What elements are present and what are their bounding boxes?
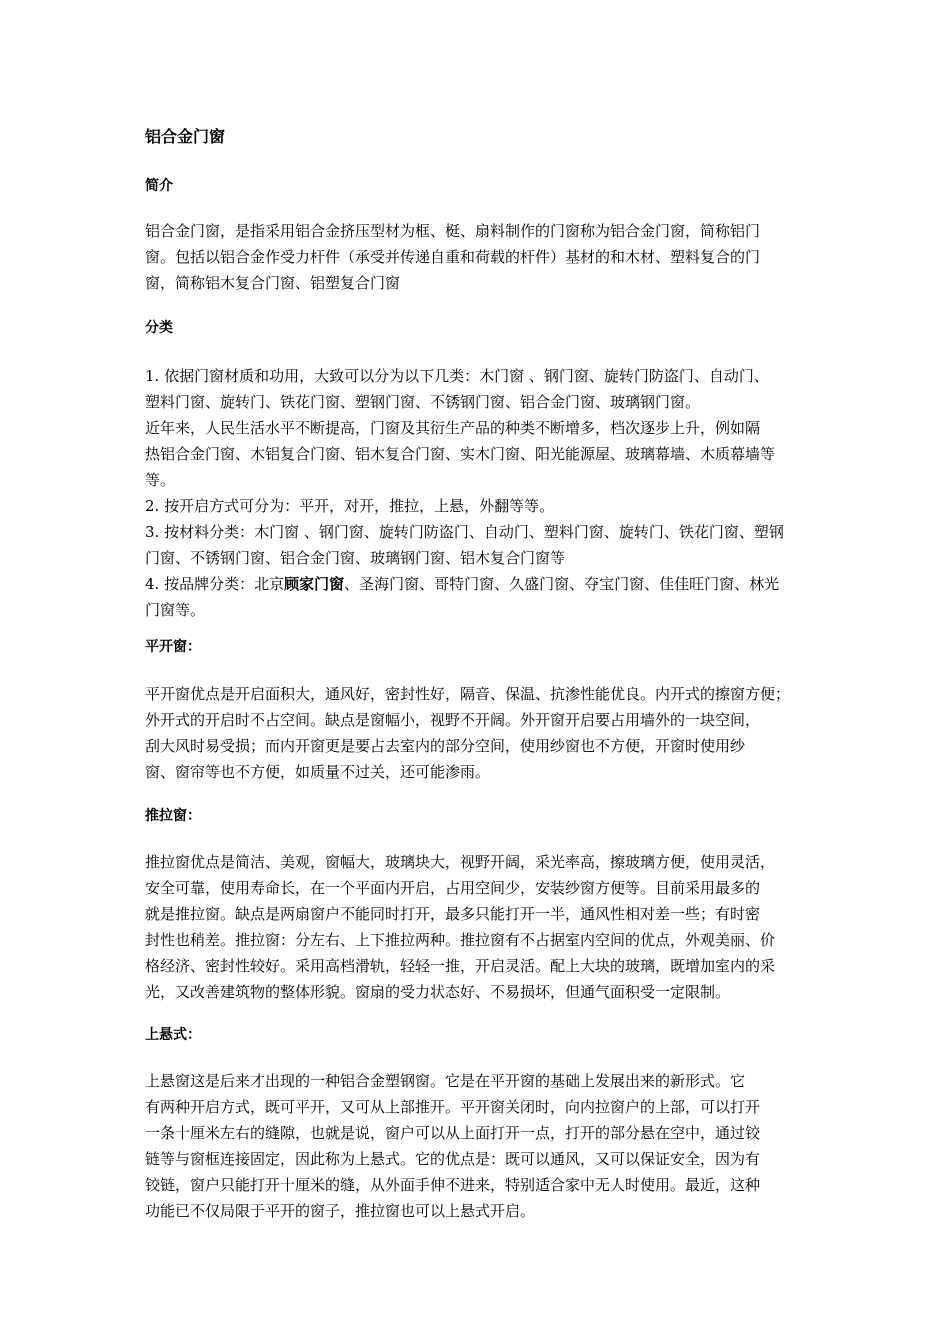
text-line: 2. 按开启方式可分为：平开，对开，推拉，上悬，外翻等等。 [145,497,555,515]
top-hung-heading: 上悬式： [145,1027,201,1043]
text-line: 刮大风时易受损；而内开窗更是要占去室内的部分空间，使用纱窗也不方便，开窗时使用纱 [145,737,746,755]
text-line: 热铝合金门窗、木铝复合门窗、铝木复合门窗、实木门窗、阳光能源屋、玻璃幕墙、木质幕墙等 [145,445,776,463]
intro-heading: 简介 [145,178,173,194]
text-line: 上悬窗这是后来才出现的一种铝合金塑钢窗。它是在平开窗的基础上发展出来的新形式。它 [145,1072,746,1090]
text-line: 等。 [145,471,176,489]
text-line: 链等与窗框连接固定，因此称为上悬式。它的优点是：既可以通风，又可以保证安全，因为有 [145,1150,761,1168]
text-line: 一条十厘米左右的缝隙，也就是说，窗户可以从上面打开一点，打开的部分悬在空中，通过铰 [145,1124,761,1142]
sliding-paragraph [145,849,810,1005]
text-line: 推拉窗优点是简洁、美观，窗幅大，玻璃块大，视野开阔，采光率高，擦玻璃方便，使用灵活， [145,853,776,871]
document-title: 铝合金门窗 [145,127,226,146]
casement-heading: 平开窗： [145,639,201,655]
text-line: 光，又改善建筑物的整体形貌。窗扇的受力状态好、不易损坏，但通气面积受一定限制。 [145,983,731,1001]
text-line: 封性也稍差。推拉窗：分左右、上下推拉两种。推拉窗有不占据室内空间的优点，外观美丽、价 [145,931,776,949]
classification-heading: 分类 [145,320,173,336]
text-line: 近年来，人民生活水平不断提高，门窗及其衍生产品的种类不断增多，档次逐步上升，例如隔 [145,419,761,437]
intro-paragraph [145,218,810,296]
text-line: 有两种开启方式，既可平开，又可从上部推开。平开窗关闭时，向内拉窗户的上部，可以打开 [145,1098,761,1116]
casement-paragraph [145,681,810,785]
text-line: 窗、窗帘等也不方便，如质量不过关，还可能渗雨。 [145,763,491,781]
text-line: 1. 依据门窗材质和功用，大致可以分为以下几类：木门窗 、钢门窗、旋转门防盗门、自动门、 [145,367,769,385]
text-line: 铝合金门窗，是指采用铝合金挤压型材为框、梃、扇料制作的门窗称为铝合金门窗，简称铝门 [145,222,761,240]
sliding-heading: 推拉窗： [145,808,201,824]
text-line: 就是推拉窗。缺点是两扇窗户不能同时打开，最多只能打开一半，通风性相对差一些；有时密 [145,905,761,923]
text-line: 窗，简称铝木复合门窗、铝塑复合门窗 [145,274,401,292]
text-line: 铰链，窗户只能打开十厘米的缝，从外面手伸不进来，特别适合家中无人时使用。最近，这种 [145,1176,761,1194]
brand-line [145,571,810,597]
text-line: 门窗等。 [145,601,206,619]
text-line: 外开式的开启时不占空间。缺点是窗幅小，视野不开阔。外开窗开启要占用墙外的一块空间， [145,711,761,729]
top-hung-paragraph [145,1068,810,1224]
text-line: 格经济、密封性较好。采用高档滑轨，轻轻一推，开启灵活。配上大块的玻璃，既增加室内的采 [145,957,776,975]
brand-name-highlight: 顾家门窗 [284,575,345,593]
text-line: 塑料门窗、旋转门、铁花门窗、塑钢门窗、不锈钢门窗、铝合金门窗、玻璃钢门窗。 [145,393,701,411]
text-line: 功能已不仅局限于平开的窗子，推拉窗也可以上悬式开启。 [145,1202,536,1220]
text-line: 3. 按材料分类：木门窗 、钢门窗、旋转门防盗门、自动门、塑料门窗、旋转门、铁花门窗、塑钢 [145,523,784,541]
text-line: 安全可靠，使用寿命长，在一个平面内开启，占用空间少，安装纱窗方便等。目前采用最多的 [145,879,761,897]
text-line: 门窗、不锈钢门窗、铝合金门窗、玻璃钢门窗、铝木复合门窗等 [145,549,566,567]
classification-paragraph [145,363,810,623]
brand-line-suffix: 、圣海门窗、哥特门窗、久盛门窗、夺宝门窗、佳佳旺门窗、林光 [344,575,780,593]
text-line: 窗。包括以铝合金作受力杆件（承受并传递自重和荷载的杆件）基材的和木材、塑料复合的门 [145,248,761,266]
text-line: 平开窗优点是开启面积大，通风好，密封性好，隔音、保温、抗渗性能优良。内开式的擦窗方便； [145,685,791,703]
brand-line-prefix: 4. 按品牌分类：北京 [145,575,285,593]
